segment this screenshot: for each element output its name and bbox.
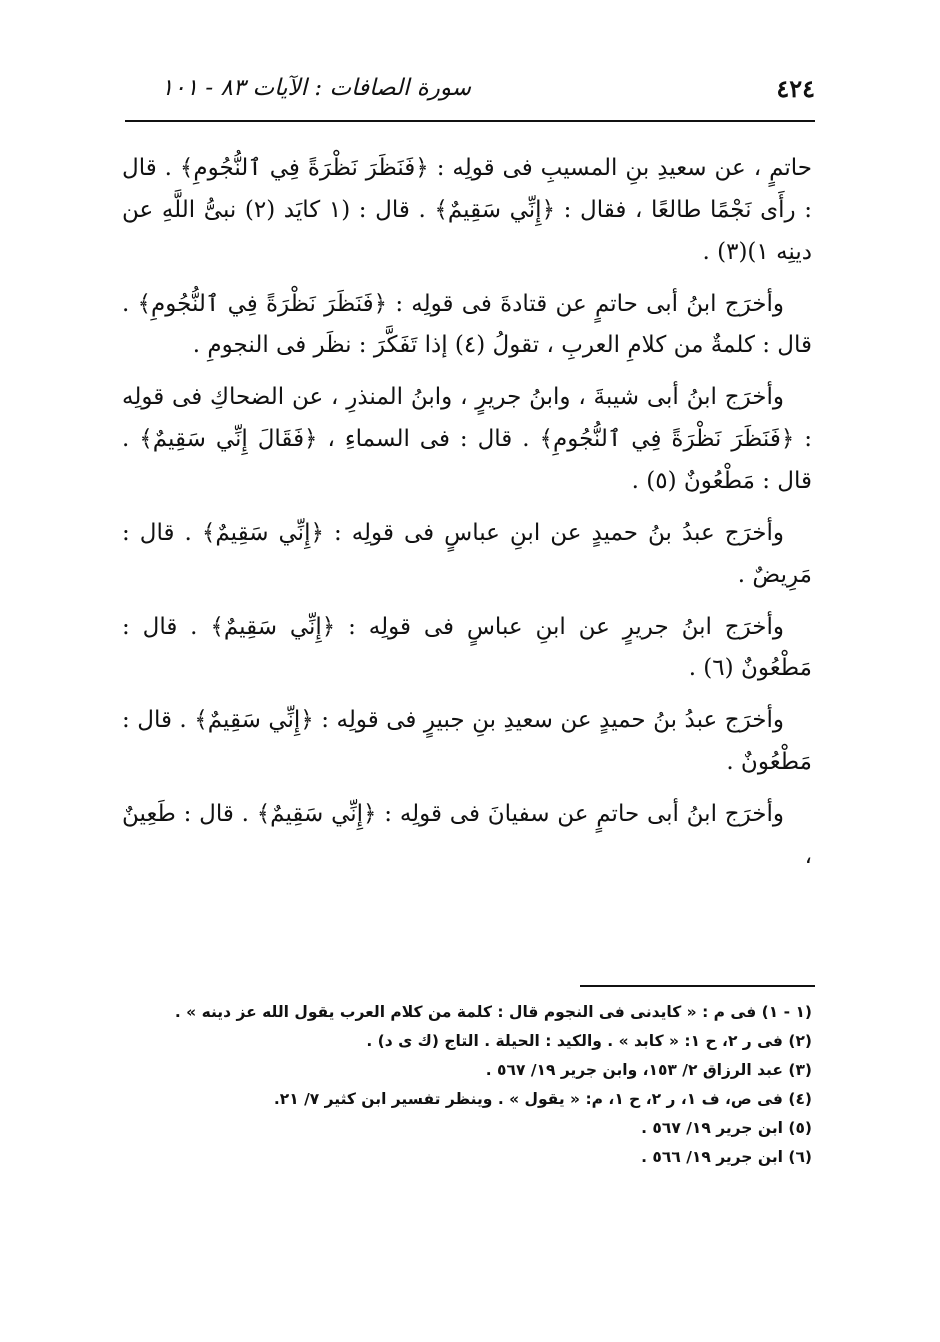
paragraph: وأخرَج ابنُ أبى حاتمٍ عن سفيانَ فى قولِه : ﴿إِنِّي سَقِيمٌ﴾ . قال : طَعِينٌ ، (122, 801, 812, 869)
footnote: (٣) عبد الرزاق ٢/ ١٥٣، وابن جرير ١٩/ ٥٦٧ . (485, 1061, 812, 1079)
footnote: (٥) ابن جرير ١٩/ ٥٦٧ . (641, 1119, 812, 1137)
paragraph: وأخرَج ابنُ جريرٍ عن ابنِ عباسٍ فى قولِه : ﴿إِنِّي سَقِيمٌ﴾ . قال : مَطْعُونٌ (٦) . (122, 613, 812, 682)
header-divider (125, 120, 815, 122)
footnote: (٢) فى ر ٢، ح ١: « كابد » . والكيد : الحيلة . التاج (ك ى د) . (366, 1032, 812, 1050)
paragraph: حاتمٍ ، عن سعيدِ بنِ المسيبِ فى قولِه : ﴿فَنَظَرَ نَظْرَةً فِي ٱلنُّجُومِ﴾ . قال : رأَى نَجْمًا طالعًا ، فقال : ﴿إِنِّي سَقِيمٌ﴾ . قال : (١ كايَد (٢) نبىُّ اللَّهِ عن دينِه ١)(٣) . (122, 155, 813, 265)
running-title: سورة الصافات : الآيات ٨٣ - ١٠١ (161, 75, 472, 101)
page-number: ٤٢٤ (776, 73, 815, 103)
paragraph: وأخرَج عبدُ بنُ حميدٍ عن ابنِ عباسٍ فى قولِه : ﴿إِنِّي سَقِيمٌ﴾ . قال : مَرِيضٌ . (122, 519, 812, 588)
paragraph: وأخرَج ابنُ أبى حاتمٍ عن قتادةَ فى قولِه : ﴿فَنَظَرَ نَظْرَةً فِي ٱلنُّجُومِ﴾ . قال : كلمةٌ من كلامِ العربِ ، تقولُ (٤) إذا تَفَكَّرَ : نظَر فى النجومِ . (122, 290, 812, 359)
paragraph: وأخرَج عبدُ بنُ حميدٍ عن سعيدِ بنِ جبيرٍ فى قولِه : ﴿إِنِّي سَقِيمٌ﴾ . قال : مَطْعُونٌ . (122, 707, 812, 776)
footnote: (٦) ابن جرير ١٩/ ٥٦٦ . (641, 1148, 812, 1166)
footnote: (١ - ١) فى م : « كايدنى فى النجوم قال : كلمة من كلام العرب يقول الله عز دينه » . (174, 1003, 812, 1021)
paragraph: وأخرَج ابنُ أبى شيبةَ ، وابنُ جريرٍ ، وابنُ المنذرِ ، عن الضحاكِ فى قولِه : ﴿فَنَظَرَ نَظْرَةً فِي ٱلنُّجُومِ﴾ . قال : فى السماءِ ، ﴿فَقَالَ إِنِّي سَقِيمٌ﴾ . قال : مَطْعُونٌ (٥) . (122, 384, 812, 495)
page-header (125, 66, 815, 110)
footnote: (٤) فى ص، ف ١، ر ٢، ح ١، م: « يقول » . وينظر تفسير ابن كثير ٧/ ٢١. (273, 1090, 812, 1108)
footnote-divider (580, 985, 815, 987)
footnotes (125, 998, 812, 1172)
main-text (122, 148, 812, 888)
